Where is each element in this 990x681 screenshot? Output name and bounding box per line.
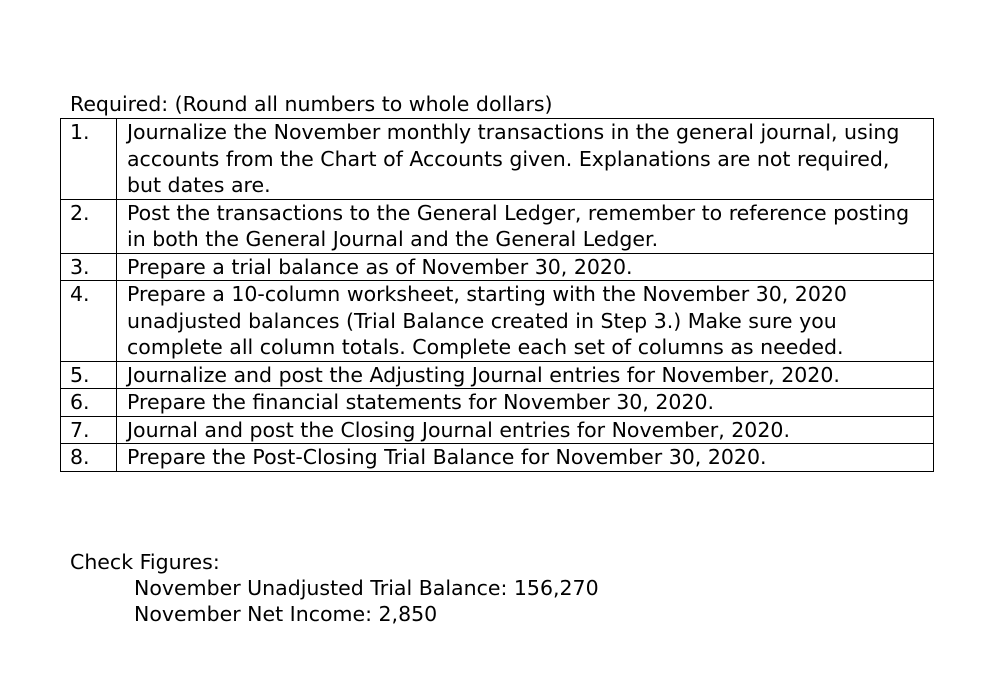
- step-text: Prepare a trial balance as of November 30, 2020.: [117, 253, 934, 281]
- step-row: [61, 389, 934, 417]
- step-text: Journalize and post the Adjusting Journal entries for November, 2020.: [117, 361, 934, 389]
- step-number: 1.: [61, 119, 117, 200]
- check-figures-heading: Check Figures:: [70, 550, 220, 574]
- steps-table: [60, 118, 934, 472]
- step-number: 3.: [61, 253, 117, 281]
- step-row: [61, 281, 934, 362]
- step-text: Prepare the Post-Closing Trial Balance for November 30, 2020.: [117, 444, 934, 472]
- step-row: [61, 199, 934, 253]
- step-number: 5.: [61, 361, 117, 389]
- step-text: Prepare the financial statements for November 30, 2020.: [117, 389, 934, 417]
- step-row: [61, 416, 934, 444]
- required-heading: Required: (Round all numbers to whole dollars): [70, 92, 553, 116]
- step-row: [61, 119, 934, 200]
- step-number: 7.: [61, 416, 117, 444]
- check-figure-net-income: November Net Income: 2,850: [134, 602, 438, 626]
- step-text: Prepare a 10-column worksheet, starting with the November 30, 2020 unadjusted balances (Trial Balance created in Step 3.) Make sure you complete all column totals. Complete each set of columns as needed.: [117, 281, 934, 362]
- step-row: [61, 444, 934, 472]
- step-text: Journal and post the Closing Journal entries for November, 2020.: [117, 416, 934, 444]
- step-text: Post the transactions to the General Ledger, remember to reference posting in both the General Journal and the General Ledger.: [117, 199, 934, 253]
- check-figures: [70, 549, 599, 627]
- step-number: 8.: [61, 444, 117, 472]
- step-number: 2.: [61, 199, 117, 253]
- step-row: [61, 361, 934, 389]
- step-number: 4.: [61, 281, 117, 362]
- step-row: [61, 253, 934, 281]
- step-number: 6.: [61, 389, 117, 417]
- check-figure-unadjusted-trial-balance: November Unadjusted Trial Balance: 156,270: [134, 576, 599, 600]
- step-text: Journalize the November monthly transactions in the general journal, using accounts from the Chart of Accounts given. Explanations are not required, but dates are.: [117, 119, 934, 200]
